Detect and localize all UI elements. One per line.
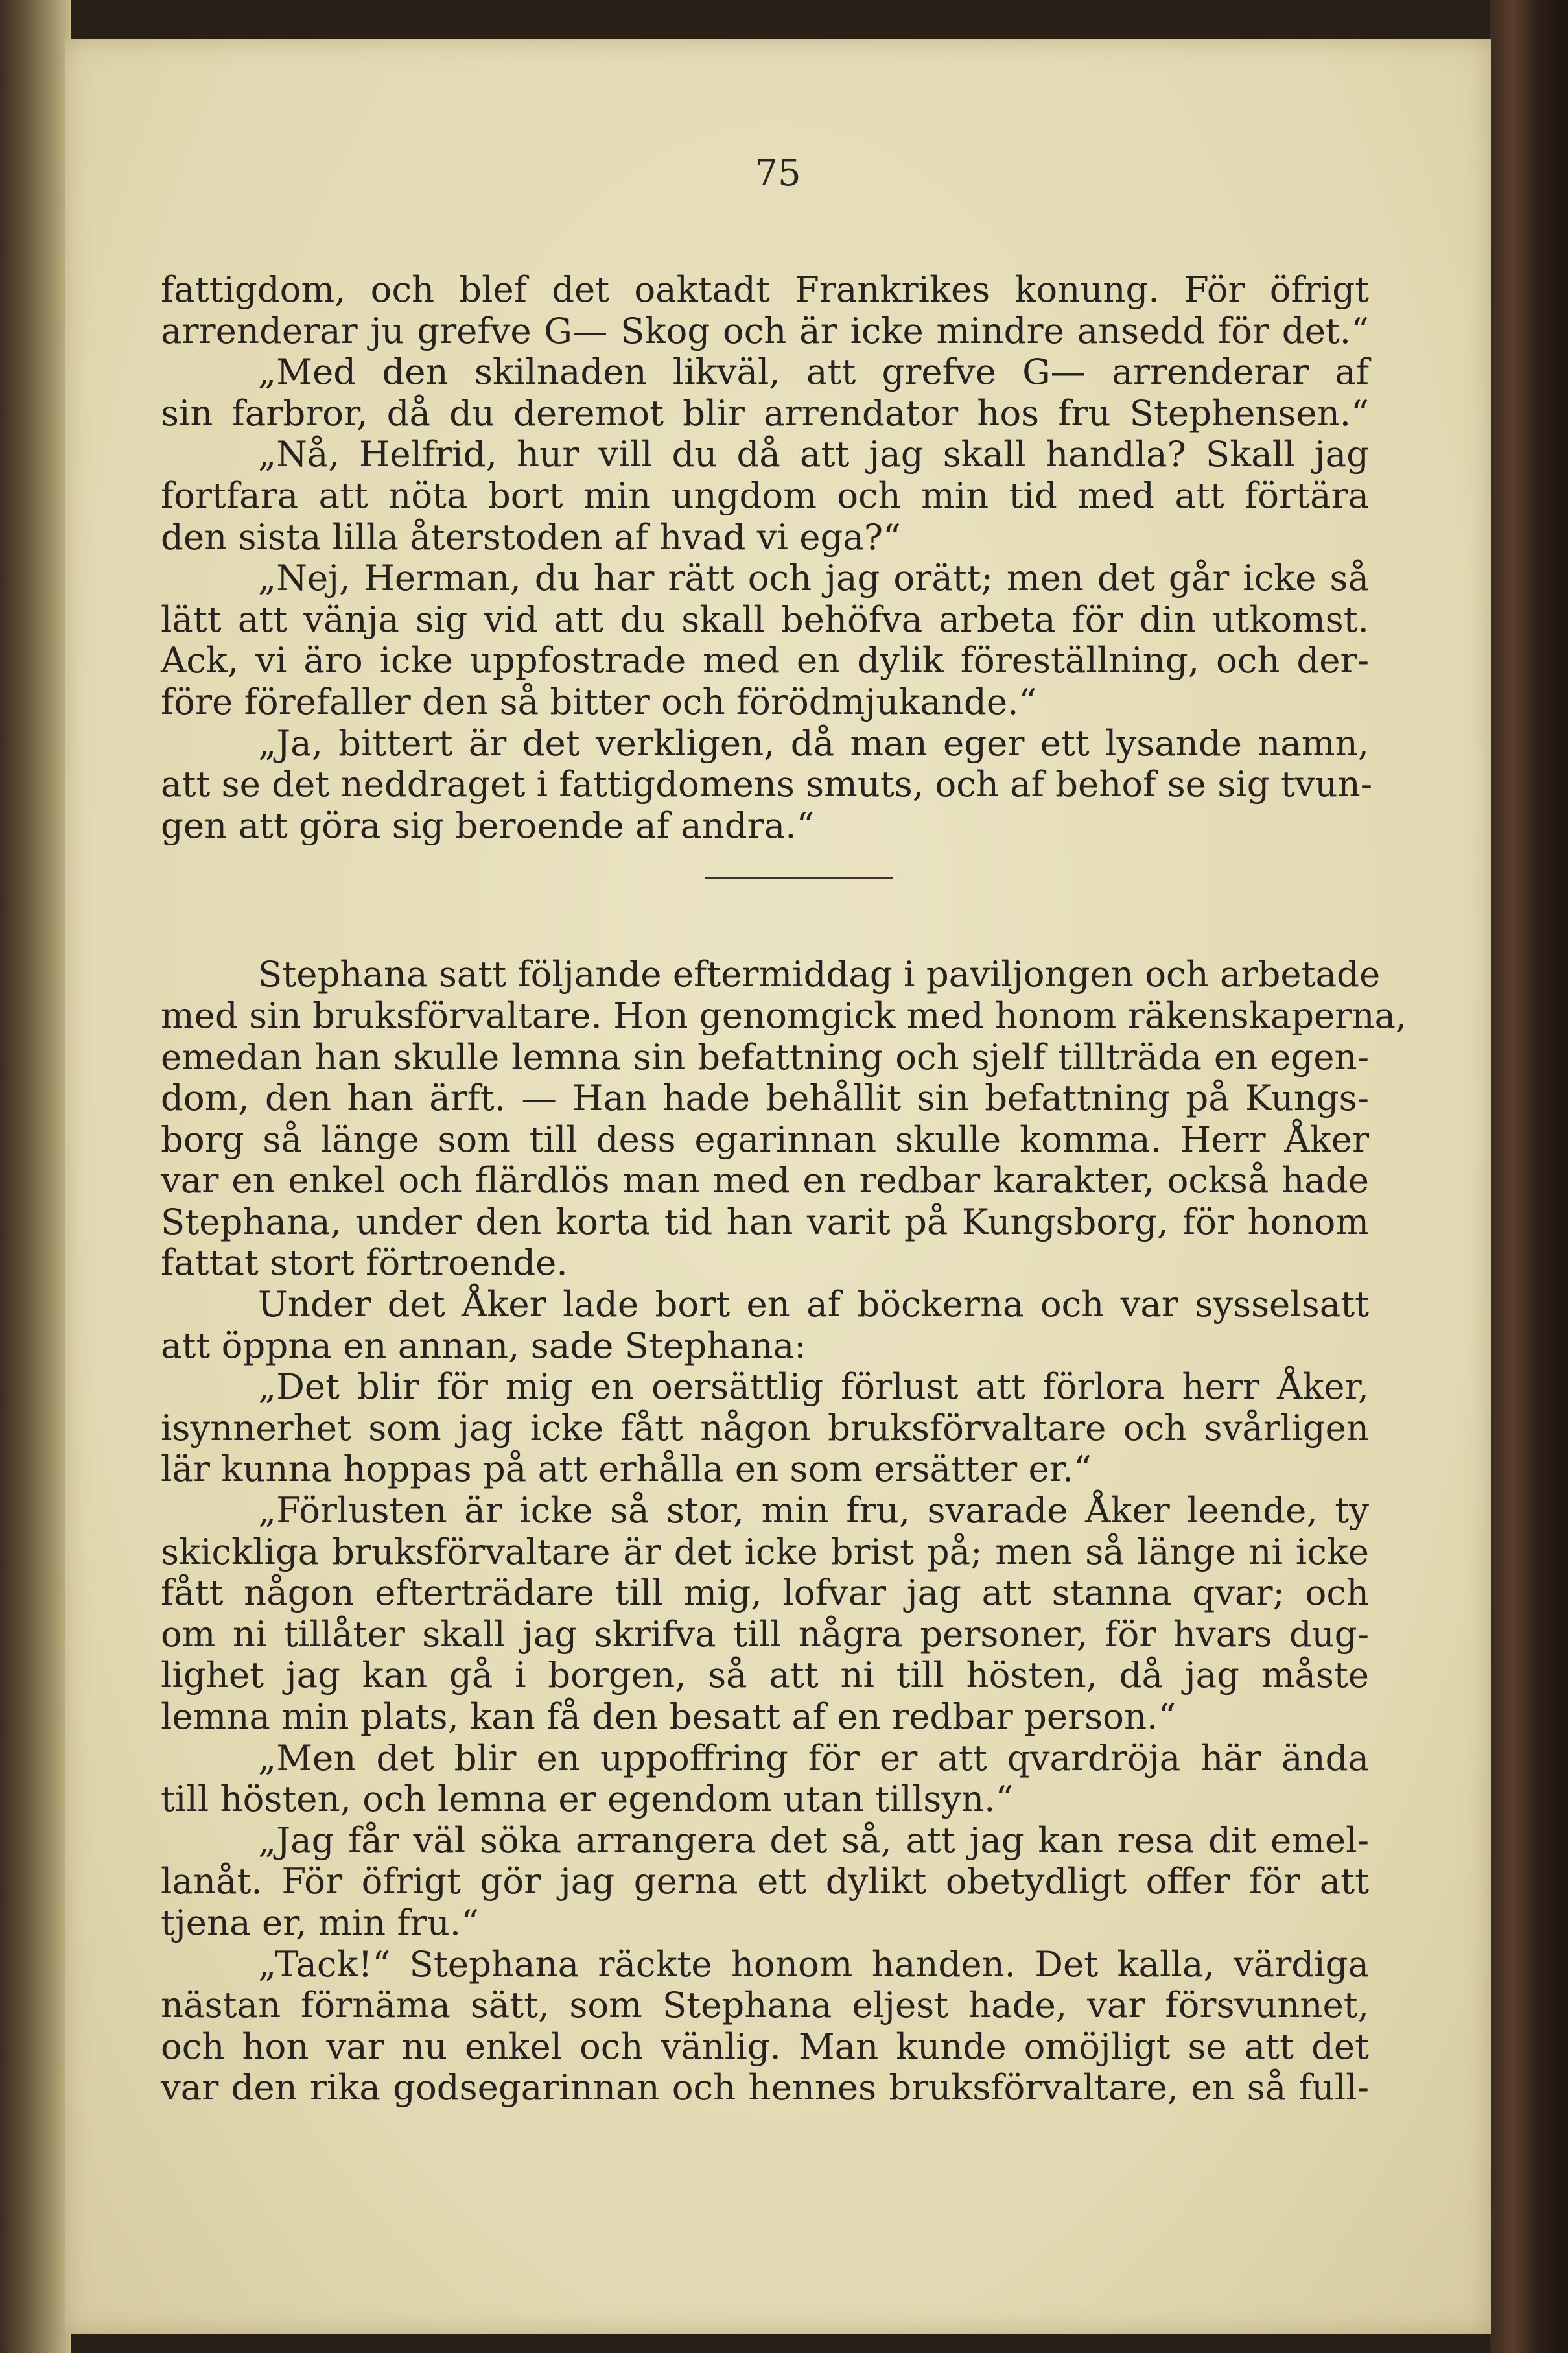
text-line: „Nej, Herman, du har rätt och jag orätt; men det går icke så (258, 557, 1369, 599)
text-line: fortfara att nöta bort min ungdom och min tid med att förtära (161, 474, 1369, 516)
text-line: Stephana satt följande eftermiddag i paviljongen och arbetade (258, 953, 1381, 995)
text-line: fattat stort förtroende. (161, 1242, 568, 1284)
text-line: lemna min plats, kan få den besatt af en redbar person.“ (161, 1696, 1176, 1737)
text-line: „Ja, bittert är det verkligen, då man eger ett lysande namn, (258, 722, 1369, 764)
text-line: nästan förnäma sätt, som Stephana eljest hade, var försvunnet, (161, 1984, 1369, 2026)
text-line: var den rika godsegarinnan och hennes bruksförvaltare, en så full- (161, 2066, 1369, 2109)
text-line: var en enkel och flärdlös man med en redbar karakter, också hade (161, 1159, 1369, 1201)
text-line: skickliga bruksförvaltare är det icke brist på; men så länge ni icke (161, 1530, 1369, 1572)
text-line: borg så länge som till dess egarinnan skulle komma. Herr Åker (161, 1118, 1369, 1160)
text-line: „Men det blir en uppoffring för er att qvardröja här ända (258, 1736, 1369, 1779)
text-line: Stephana, under den korta tid han varit på Kungsborg, för honom (161, 1200, 1369, 1242)
text-line: att öppna en annan, sade Stephana: (161, 1324, 806, 1366)
page-number: 75 (755, 152, 801, 195)
page-text (161, 268, 1407, 2109)
text-line: isynnerhet som jag icke fått någon bruksförvaltare och svårligen (161, 1406, 1369, 1448)
text-line: Ack, vi äro icke uppfostrade med en dylik föreställning, och der- (161, 639, 1369, 681)
text-line: sin farbror, då du deremot blir arrendator hos fru Stephensen.“ (161, 392, 1369, 434)
text-line: „Nå, Helfrid, hur vill du då att jag skall handla? Skall jag (258, 433, 1369, 475)
section-separator-area (161, 846, 1369, 911)
book-binding-right (1490, 0, 1568, 2353)
text-line: „Jag får väl söka arrangera det så, att jag kan resa dit emel- (258, 1819, 1369, 1861)
text-line: Under det Åker lade bort en af böckerna och var sysselsatt (258, 1283, 1369, 1325)
text-line: „Förlusten är icke så stor, min fru, svarade Åker leende, ty (258, 1489, 1369, 1531)
text-line: tjena er, min fru.“ (161, 1901, 479, 1943)
text-line: lär kunna hoppas på att erhålla en som ersätter er.“ (161, 1448, 1092, 1490)
text-line: om ni tillåter skall jag skrifva till några personer, för hvars dug- (161, 1613, 1369, 1655)
text-line: och hon var nu enkel och vänlig. Man kunde omöjligt se att det (161, 2025, 1369, 2067)
text-line: arrenderar ju grefve G— Skog och är icke mindre ansedd för det.“ (161, 309, 1369, 351)
text-line: med sin bruksförvaltare. Hon genomgick med honom räkenskaperna, (161, 994, 1407, 1036)
text-line: „Med den skilnaden likväl, att grefve G— arrenderar af (258, 351, 1369, 393)
text-line: att se det neddraget i fattigdomens smuts, och af behof se sig tvun- (161, 763, 1373, 805)
text-line: lighet jag kan gå i borgen, så att ni till hösten, då jag måste (161, 1654, 1369, 1696)
section-separator-rule (705, 877, 893, 879)
text-line: lätt att vänja sig vid att du skall behöfva arbeta för din utkomst. (161, 598, 1369, 640)
text-line: fått någon efterträdare till mig, lofvar jag att stanna qvar; och (161, 1572, 1369, 1614)
text-line: lanåt. För öfrigt gör jag gerna ett dylikt obetydligt offer för att (161, 1860, 1369, 1902)
text-line: till hösten, och lemna er egendom utan tillsyn.“ (161, 1778, 1014, 1820)
book-page (65, 39, 1491, 2334)
text-line: „Det blir för mig en oersättlig förlust att förlora herr Åker, (258, 1366, 1369, 1408)
text-line: gen att göra sig beroende af andra.“ (161, 804, 815, 846)
text-line: dom, den han ärft. — Han hade behållit sin befattning på Kungs- (161, 1077, 1369, 1119)
text-line: den sista lilla återstoden af hvad vi ega?“ (161, 515, 901, 558)
text-line: „Tack!“ Stephana räckte honom handen. Det kalla, värdiga (258, 1943, 1369, 1985)
text-line: fattigdom, och blef det oaktadt Frankrikes konung. För öfrigt (161, 268, 1369, 310)
book-binding-left (0, 0, 71, 2353)
text-line: före förefaller den så bitter och förödmjukande.“ (161, 680, 1037, 722)
text-line: emedan han skulle lemna sin befattning och sjelf tillträda en egen- (161, 1035, 1369, 1078)
